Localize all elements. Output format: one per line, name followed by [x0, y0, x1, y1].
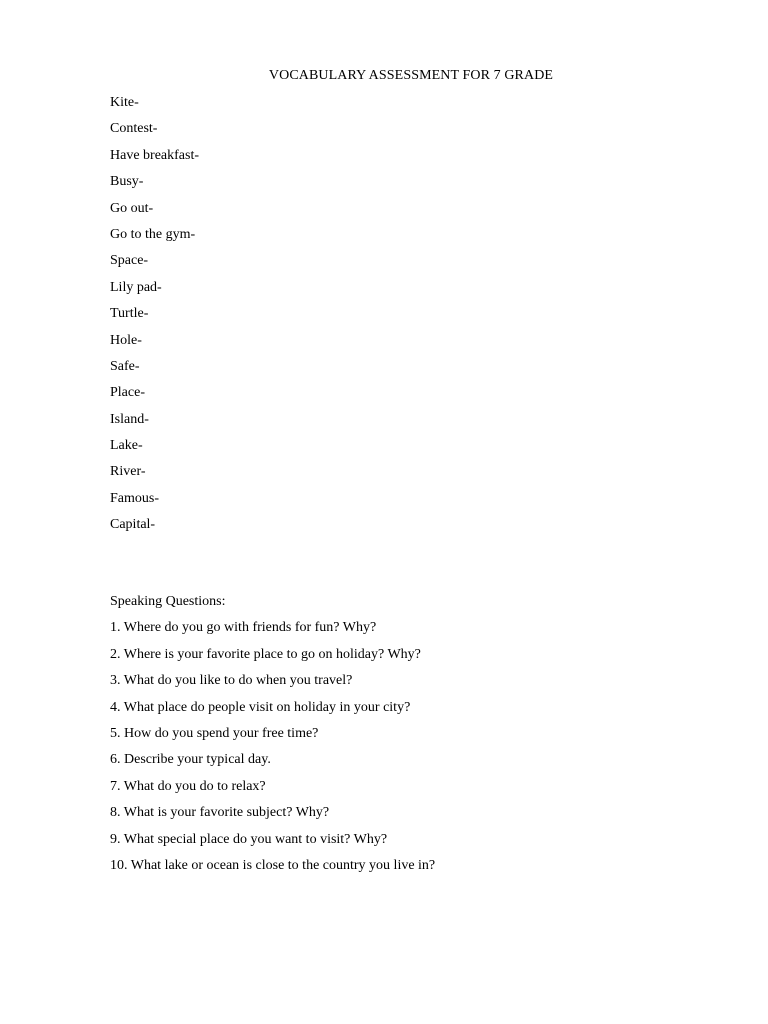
vocabulary-item: Lily pad- [110, 279, 162, 295]
question-list [110, 619, 435, 883]
vocabulary-item: Kite- [110, 95, 139, 110]
vocabulary-item: Famous- [110, 490, 159, 506]
question-item: 3. What do you like to do when you travel? [110, 673, 353, 689]
vocabulary-item: Turtle- [110, 306, 149, 322]
speaking-heading: Speaking Questions: [110, 594, 226, 609]
vocabulary-item: Capital- [110, 517, 156, 533]
vocabulary-item: River- [110, 464, 146, 480]
question-item: 7. What do you do to relax? [110, 778, 266, 794]
document-title: VOCABULARY ASSESSMENT FOR 7 GRADE [268, 68, 554, 83]
question-item: 9. What special place do you want to visit? Why? [110, 831, 388, 847]
vocabulary-item: Safe- [110, 358, 140, 374]
speaking-section [110, 593, 435, 883]
vocabulary-item: Island- [110, 411, 149, 427]
vocabulary-item: Place- [110, 385, 145, 401]
question-item: 5. How do you spend your free time? [110, 725, 319, 741]
vocabulary-item: Hole- [110, 332, 142, 348]
question-item: 2. Where is your favorite place to go on holiday? Why? [110, 646, 421, 662]
question-item: 4. What place do people visit on holiday in your city? [110, 699, 411, 715]
question-item: 10. What lake or ocean is close to the country you live in? [110, 857, 436, 873]
question-item: 1. Where do you go with friends for fun? Why? [110, 620, 377, 636]
vocabulary-item: Lake- [110, 438, 143, 454]
vocabulary-item: Go to the gym- [110, 226, 196, 242]
vocabulary-item: Space- [110, 253, 149, 269]
vocabulary-list [110, 93, 199, 542]
vocabulary-item: Have breakfast- [110, 147, 200, 163]
question-item: 6. Describe your typical day. [110, 752, 271, 768]
question-item: 8. What is your favorite subject? Why? [110, 805, 330, 821]
vocabulary-item: Contest- [110, 121, 158, 137]
vocabulary-item: Busy- [110, 174, 144, 190]
vocabulary-item: Go out- [110, 200, 154, 216]
